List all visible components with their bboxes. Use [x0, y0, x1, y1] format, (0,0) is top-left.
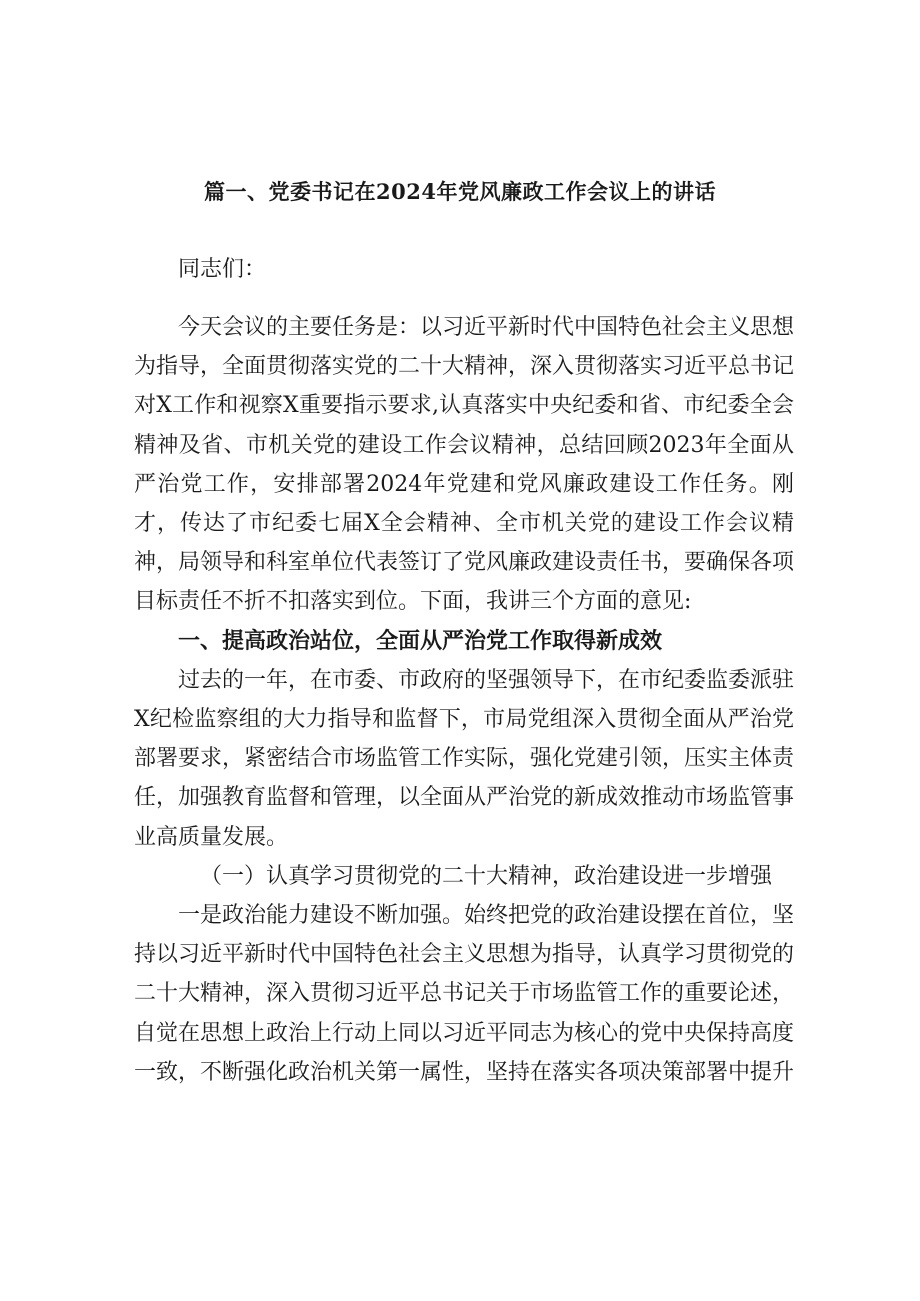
page-title: 篇一、党委书记在2024年党风廉政工作会议上的讲话: [204, 179, 716, 204]
paragraph-intro: 今天会议的主要任务是：以习近平新时代中国特色社会主义思想为指导，全面贯彻落实党的二十大精神，深入贯彻落实习近平总书记对X工作和视察X重要指示要求,认真落实中央纪委和省、市纪委全会精神及省、市机关党的建设工作会议精神，总结回顾2023年全面从严治党工作，安排部署2024年党建和党风廉政建设工作任务。刚才，传达了市纪委七届X全会精神、全市机关党的建设工作会议精神，局领导和科室单位代表签订了党风廉政建设责任书，要确保各项目标责任不折不扣落实到位。下面，我讲三个方面的意见:: [134, 315, 795, 615]
section-heading-1: 一、提高政治站位，全面从严治党工作取得新成效: [178, 627, 663, 654]
salutation-block: [134, 250, 794, 289]
paragraph-political-capacity: 一是政治能力建设不断加强。始终把党的政治建设摆在首位，坚持以习近平新时代中国特色社会主义思想为指导，认真学习贯彻党的二十大精神，深入贯彻习近平总书记关于市场监管工作的重要论述，自觉在思想上政治上行动上同以习近平同志为核心的党中央保持高度一致，不断强化政治机关第一属性，坚持在落实各项决策部署中提升: [134, 903, 795, 1085]
salutation: 同志们：: [178, 257, 267, 282]
speech-body: [134, 308, 794, 1092]
subsection-heading-1: （一）认真学习贯彻党的二十大精神，政治建设进一步增强: [200, 863, 773, 889]
paragraph-review: 过去的一年，在市委、市政府的坚强领导下，在市纪委监委派驻X纪检监察组的大力指导和监督下，市局党组深入贯彻全面从严治党部署要求，紧密结合市场监管工作实际，强化党建引领，压实主体责任，加强教育监督和管理，以全面从严治党的新成效推动市场监管事业高质量发展。: [134, 667, 795, 850]
